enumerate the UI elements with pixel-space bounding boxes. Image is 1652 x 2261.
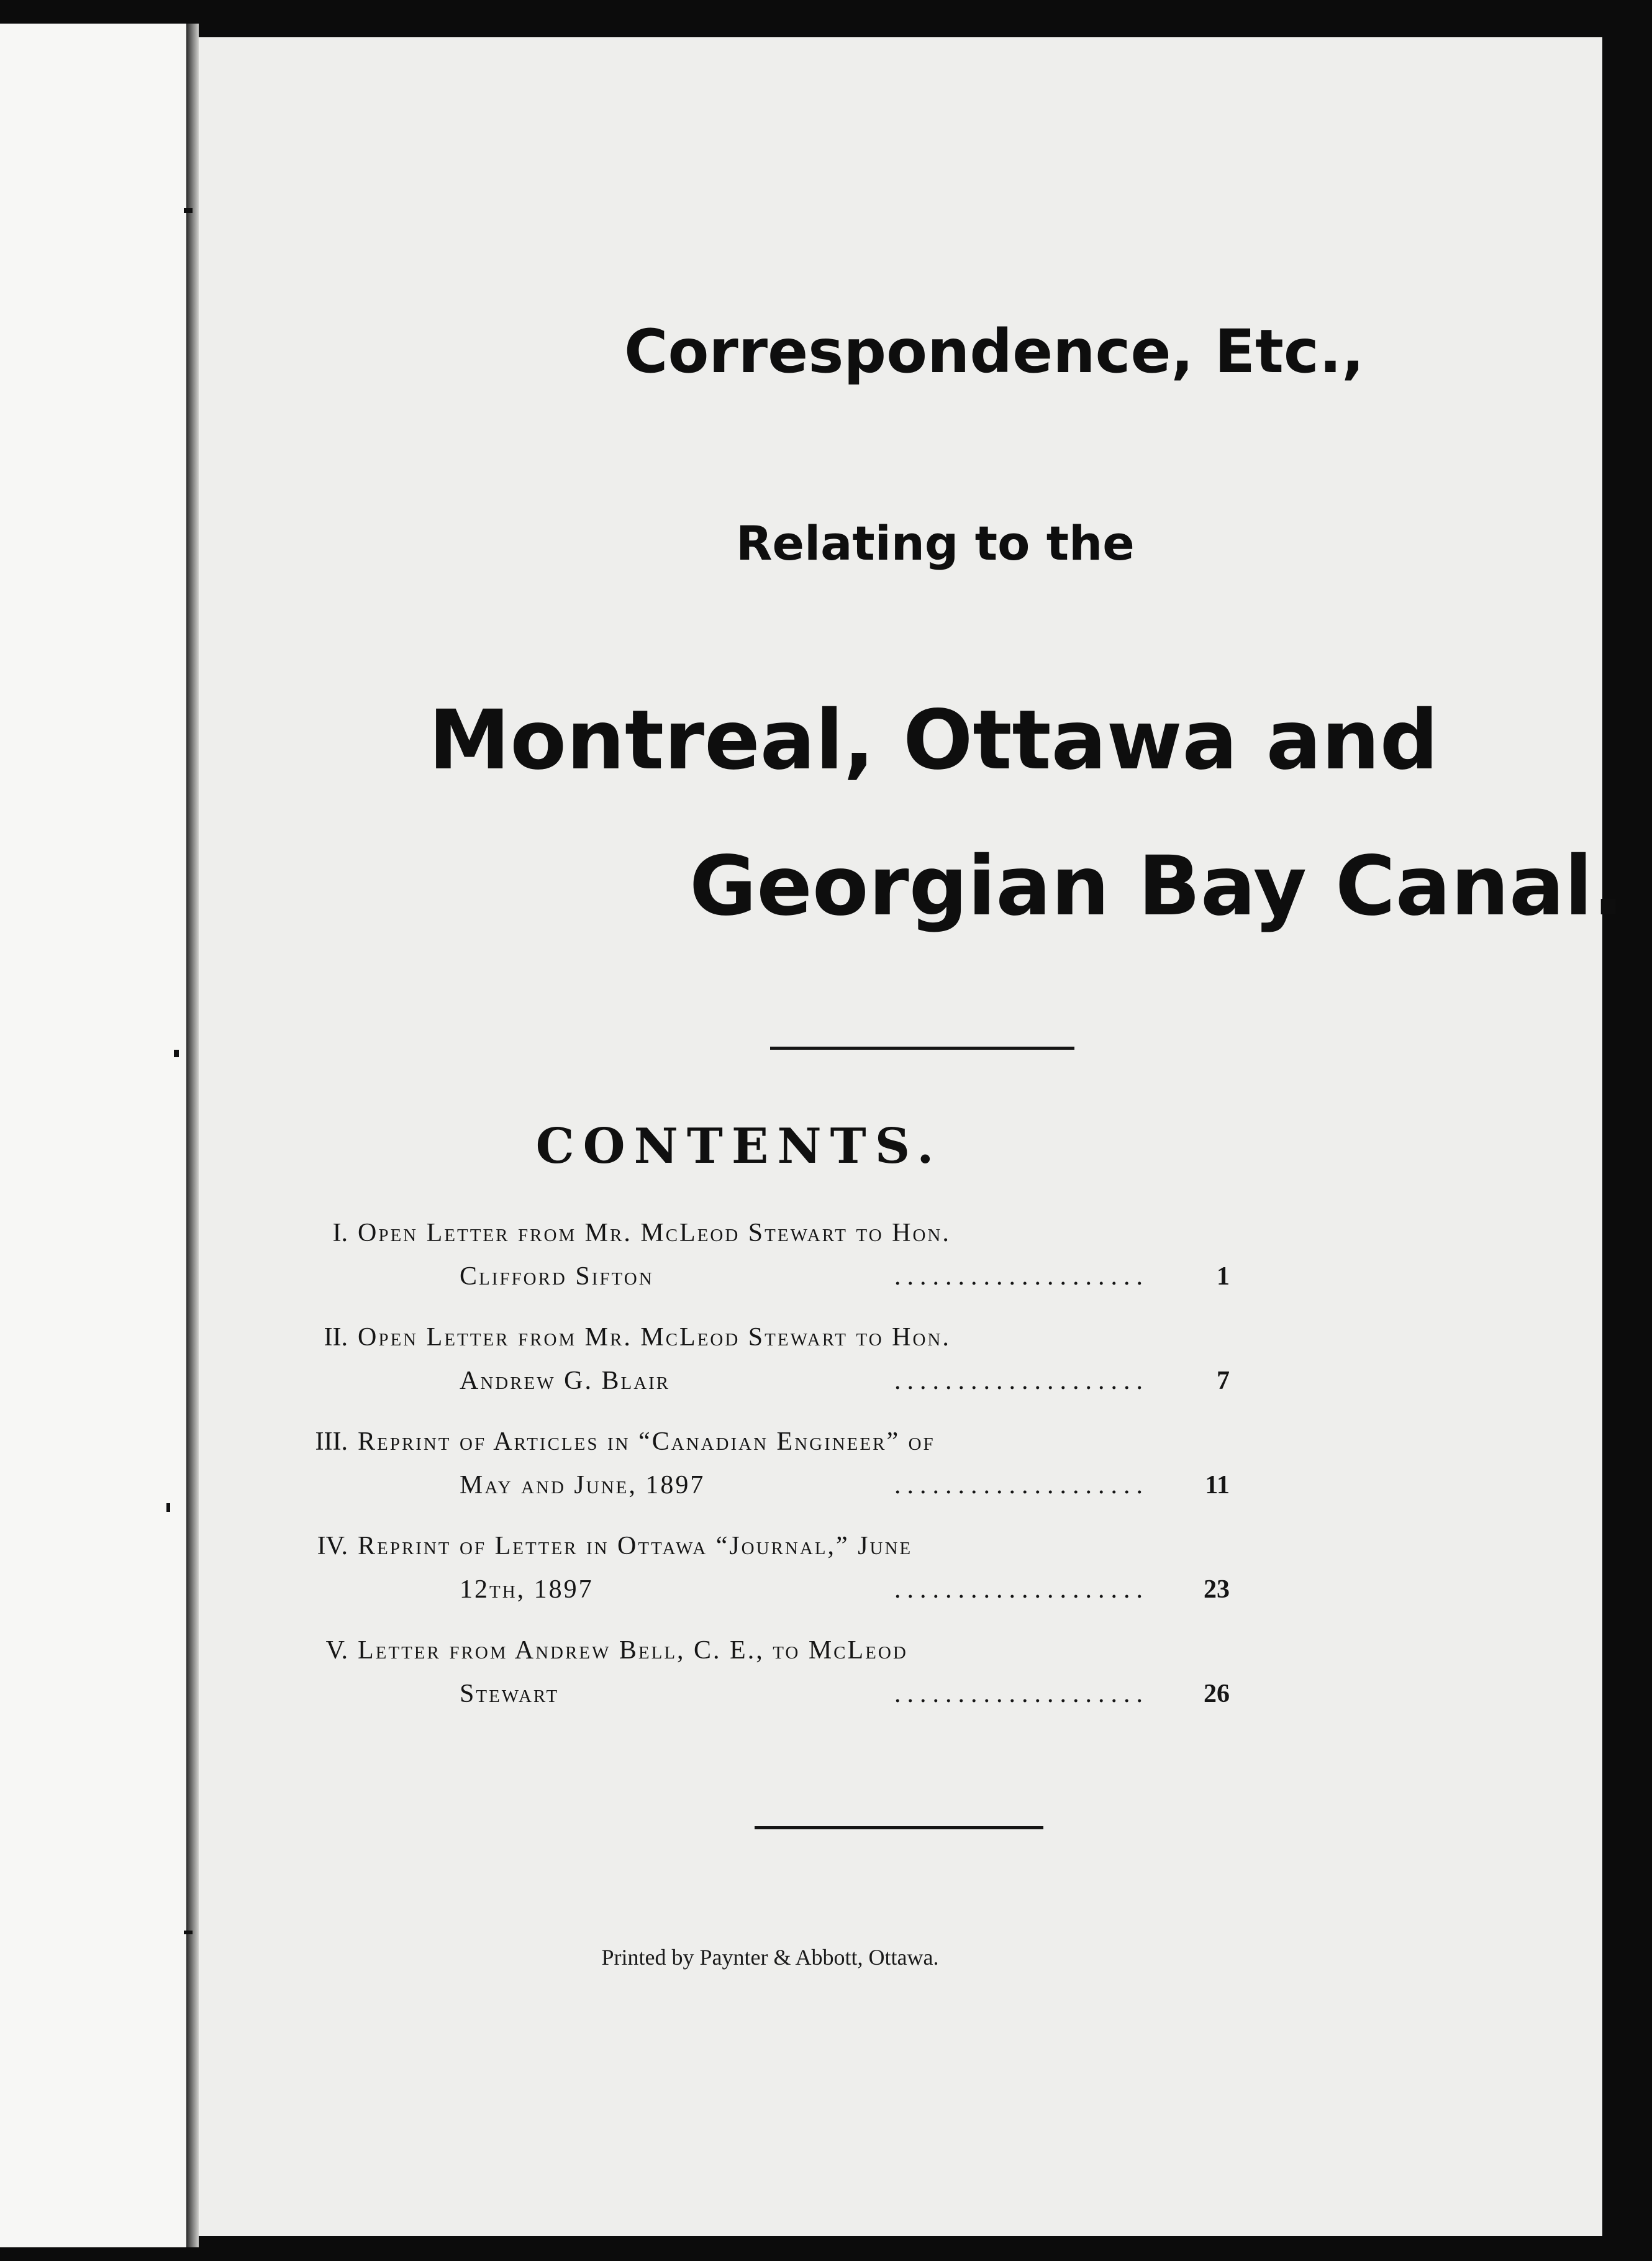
toc-page-number: 7 [1217,1367,1230,1395]
toc-number: V. [325,1636,348,1665]
toc-number: IV. [317,1532,348,1560]
divider-rule [770,1047,1074,1050]
toc-entry [248,1629,1230,1716]
contents-heading: CONTENTS. [535,1118,943,1175]
toc-leader: .................... [894,1575,1149,1604]
toc-title: Open Letter from Mr. McLeod Stewart to Hon. [358,1323,951,1352]
table-of-contents [248,1211,1230,1733]
title-relating: Relating to the [736,516,1135,571]
toc-title: Letter from Andrew Bell, C. E., to McLeod [358,1636,908,1665]
toc-title: Reprint of Letter in Ottawa “Journal,” June [358,1532,913,1560]
divider-rule [755,1826,1043,1829]
toc-leader: .................... [894,1262,1149,1291]
facing-page [0,24,186,2247]
title-georgian-bay: Georgian Bay Canal. [689,839,1624,934]
book-gutter [186,24,199,2247]
toc-leader: .................... [894,1680,1149,1708]
toc-entry [248,1524,1230,1611]
toc-entry [248,1420,1230,1507]
toc-number: I. [332,1219,348,1247]
toc-title-continued: May and June, 1897 [460,1471,706,1499]
toc-number: III. [315,1427,348,1456]
toc-page-number: 23 [1204,1575,1230,1604]
edge-mark [184,208,193,213]
toc-title-continued: Stewart [460,1680,560,1708]
toc-entry [248,1211,1230,1298]
toc-page-number: 11 [1205,1471,1230,1499]
printer-imprint: Printed by Paynter & Abbott, Ottawa. [601,1945,939,1970]
toc-page-number: 26 [1204,1680,1230,1708]
toc-title-continued: 12th, 1897 [460,1575,594,1604]
toc-title: Open Letter from Mr. McLeod Stewart to Hon. [358,1219,951,1247]
edge-mark [166,1503,170,1512]
toc-title-continued: Clifford Sifton [460,1262,654,1291]
toc-entry [248,1316,1230,1403]
toc-number: II. [324,1323,348,1352]
toc-leader: .................... [894,1367,1149,1395]
edge-mark [174,1050,179,1057]
edge-mark [184,1931,193,1934]
toc-title: Reprint of Articles in “Canadian Engineer” of [358,1427,935,1456]
toc-leader: .................... [894,1471,1149,1499]
toc-title-continued: Andrew G. Blair [460,1367,671,1395]
toc-page-number: 1 [1217,1262,1230,1291]
title-montreal-ottawa: Montreal, Ottawa and [429,693,1439,788]
title-correspondence: Correspondence, Etc., [624,317,1364,386]
